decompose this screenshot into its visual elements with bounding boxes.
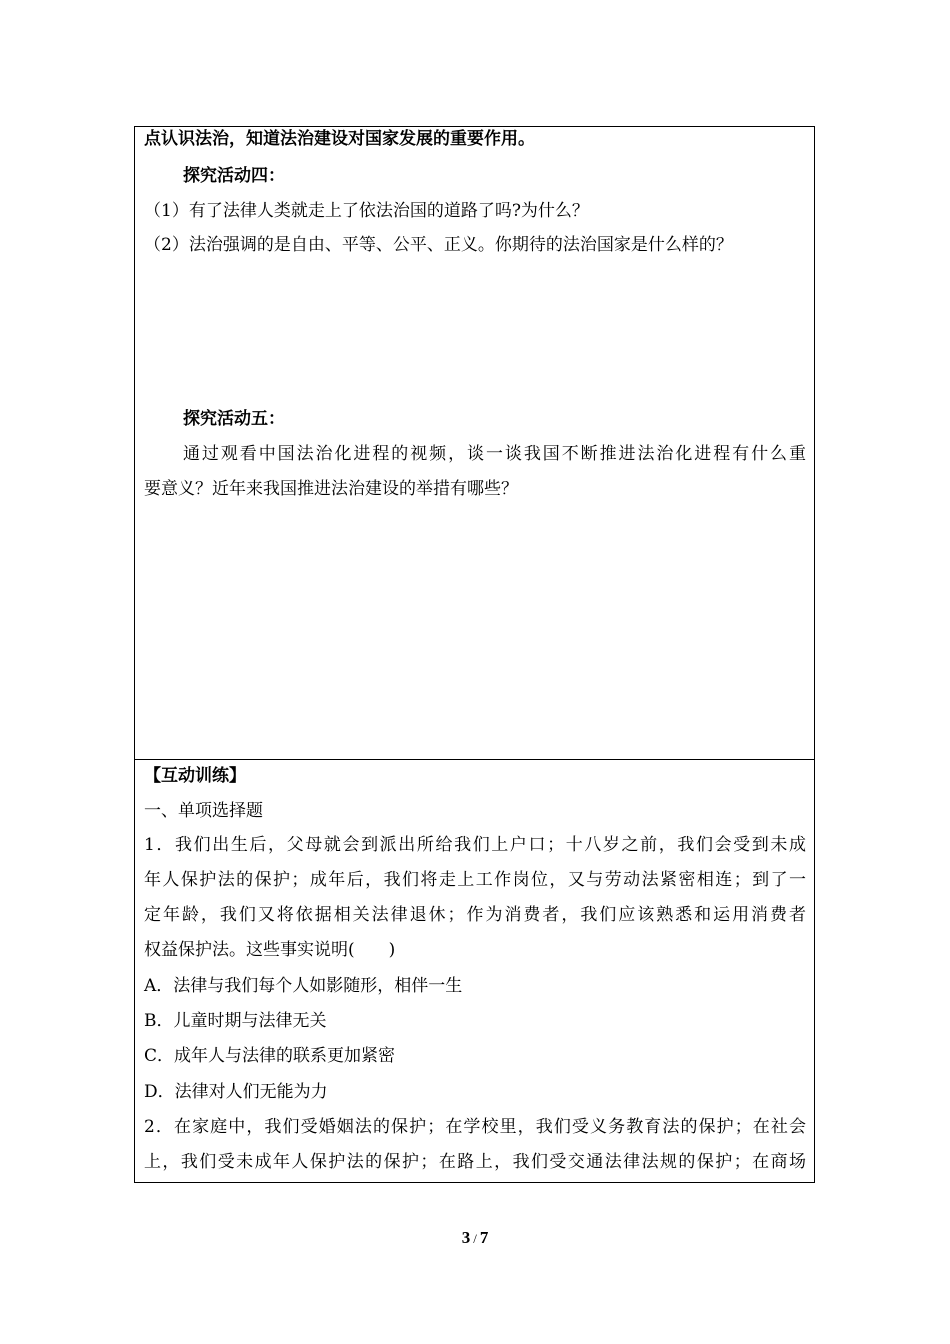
activity5-title: 探究活动五：: [183, 409, 285, 429]
activity4-title: 探究活动四：: [183, 166, 285, 186]
intro-text: 点认识法治，知道法治建设对国家发展的重要作用。: [144, 129, 535, 149]
question-2-line-1: 2．在家庭中，我们受婚姻法的保护；在学校里，我们受义务教育法的保护；在社会: [144, 1117, 806, 1137]
question-1-line-3: 定年龄，我们又将依据相关法律退休；作为消费者，我们应该熟悉和运用消费者: [144, 905, 806, 925]
worksheet-table: [134, 126, 815, 1183]
page-number: [0, 1228, 950, 1248]
question-2-line-2: 上，我们受未成年人保护法的保护；在路上，我们受交通法律法规的保护；在商场: [144, 1152, 806, 1172]
activity5-text-line-2: 要意义？近年来我国推进法治建设的举措有哪些？: [144, 479, 518, 499]
section-title: 【互动训练】: [144, 766, 246, 786]
activity4-question-1: （1）有了法律人类就走上了依法治国的道路了吗?为什么？: [144, 201, 589, 221]
question-1-line-4: 权益保护法。这些事实说明( ): [144, 940, 396, 960]
page-current: 3: [461, 1228, 471, 1247]
page-separator: /: [473, 1231, 477, 1246]
option-a: A．法律与我们每个人如影随形，相伴一生: [144, 976, 463, 996]
question-1-line-1: 1．我们出生后，父母就会到派出所给我们上户口；十八岁之前，我们会受到未成: [144, 835, 806, 855]
question-1-line-2: 年人保护法的保护；成年后，我们将走上工作岗位，又与劳动法紧密相连；到了一: [144, 870, 806, 890]
subsection-title: 一、单项选择题: [144, 801, 263, 821]
option-c: C．成年人与法律的联系更加紧密: [144, 1046, 396, 1066]
cell-divider: [135, 759, 814, 760]
activity5-text-line-1: 通过观看中国法治化进程的视频，谈一谈我国不断推进法治化进程有什么重: [183, 444, 806, 464]
activity4-question-2: （2）法治强调的是自由、平等、公平、正义。你期待的法治国家是什么样的？: [144, 235, 733, 255]
option-d: D．法律对人们无能为力: [144, 1082, 328, 1102]
option-b: B．儿童时期与法律无关: [144, 1011, 327, 1031]
page-total: 7: [479, 1228, 489, 1247]
